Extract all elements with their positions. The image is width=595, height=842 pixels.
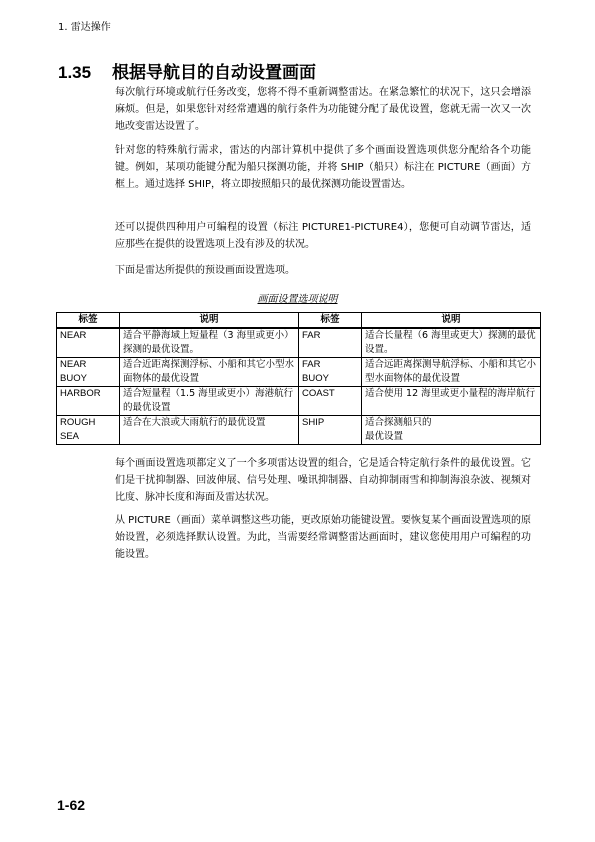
paragraph-restore-defaults: 从 PICTURE（画面）菜单调整这些功能，更改原始功能键设置。要恢复某个画面设置选项的原始设置，必须选择默认设置。为此，当需要经常调整雷达画面时，建议您使用用户可编程的功能设置。 [115, 515, 531, 560]
section-number: 1.35 [58, 63, 92, 82]
table-cell-label: HARBOR [57, 387, 120, 416]
table-caption: 画面设置选项说明 [257, 294, 338, 305]
table-cell-label: SHIP [299, 416, 362, 445]
section-heading [58, 58, 316, 83]
table-cell-description: 适合远距离探测导航浮标、小船和其它小型水面物体的最优设置 [362, 358, 541, 387]
paragraph-user-settings: 还可以提供四种用户可编程的设置（标注 PICTURE1-PICTURE4），您便可自动调节雷达，适应那些在提供的设置选项上没有涉及的状况。 [115, 222, 531, 250]
table-header-row [57, 313, 541, 329]
table-cell-label: FAR [299, 328, 362, 358]
table-cell-description: 适合使用 12 海里或更小量程的海岸航行 [362, 387, 541, 416]
table-row [57, 416, 541, 445]
table-cell-label: NEAR [57, 328, 120, 358]
table-row [57, 387, 541, 416]
table-cell-description: 适合探测船只的 最优设置 [362, 416, 541, 445]
header-description-2: 说明 [362, 313, 541, 329]
table-cell-description: 适合平静海域上短量程（3 海里或更小）探测的最优设置。 [120, 328, 299, 358]
header-description-1: 说明 [120, 313, 299, 329]
header-label-1: 标签 [57, 313, 120, 329]
table-cell-description: 适合近距离探测浮标、小船和其它小型水面物体的最优设置 [120, 358, 299, 387]
paragraph-intro: 每次航行环境或航行任务改变，您将不得不重新调整雷达。在紧急繁忙的状况下，这只会增添麻烦。但是，如果您针对经常遭遇的航行条件为功能键分配了最优设置，您就无需一次又一次地改变雷达设置了。 [115, 87, 531, 132]
table-cell-label: FAR BUOY [299, 358, 362, 387]
section-title: 根据导航目的自动设置画面 [112, 63, 316, 83]
paragraph-function-keys: 针对您的特殊航行需求，雷达的内部计算机中提供了多个画面设置选项供您分配给各个功能键。例如，某项功能键分配为船只探测功能，并将 SHIP（船只）标注在 PICTURE（画面）方框上。通过选择 SHIP，将立即按照船只的最优探测功能设置雷达。 [115, 145, 531, 190]
table-cell-description: 适合短量程（1.5 海里或更小）海港航行的最优设置 [120, 387, 299, 416]
paragraph-option-definition: 每个画面设置选项都定义了一个多项雷达设置的组合，它是适合特定航行条件的最优设置。它们是干扰抑制器、回波伸展、信号处理、噪讯抑制器、自动抑制雨雪和抑制海浪杂波、视频对比度、脉冲长度和海面及雷达状况。 [115, 458, 531, 503]
table-row [57, 328, 541, 358]
table-row [57, 358, 541, 387]
table-cell-description: 适合长量程（6 海里或更大）探测的最优设置。 [362, 328, 541, 358]
page-number: 1-62 [57, 797, 86, 813]
table-cell-label: NEAR BUOY [57, 358, 120, 387]
running-header: 1. 雷达操作 [58, 22, 111, 33]
table-cell-label: COAST [299, 387, 362, 416]
header-label-2: 标签 [299, 313, 362, 329]
table-cell-label: ROUGH SEA [57, 416, 120, 445]
picture-options-table [56, 312, 541, 445]
paragraph-preset-list: 下面是雷达所提供的预设画面设置选项。 [115, 265, 295, 276]
table-cell-description: 适合在大浪或大雨航行的最优设置 [120, 416, 299, 445]
